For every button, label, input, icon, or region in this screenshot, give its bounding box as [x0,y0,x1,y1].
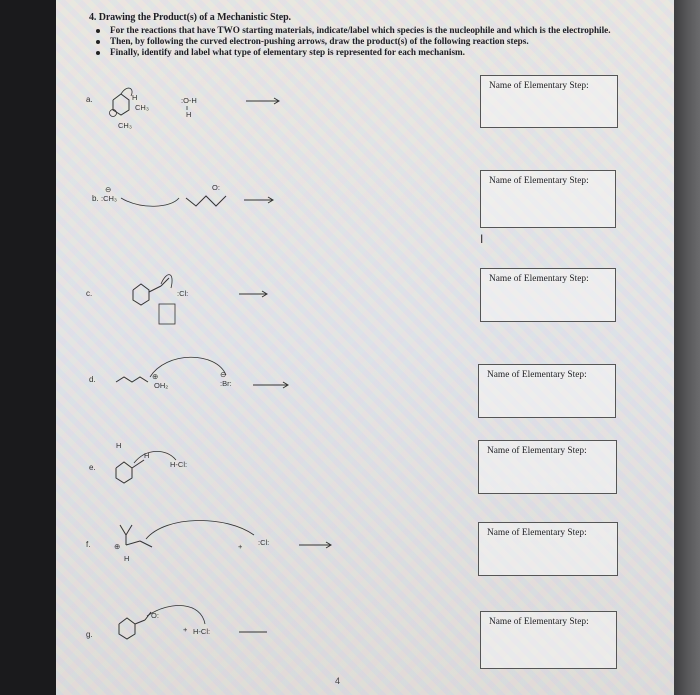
answer-box-title: Name of Elementary Step: [489,274,589,284]
answer-box-title: Name of Elementary Step: [487,528,587,538]
reaction-e-structures [106,438,306,498]
answer-box-title: Name of Elementary Step: [487,370,587,380]
atom-label: :Cl: [177,289,189,298]
reaction-f-structures [106,515,326,570]
atom-label: O: [151,611,159,620]
atom-label: H [186,110,192,119]
svg-text:O:: O: [212,183,220,192]
atom-label: OH₂ [154,381,169,390]
part-label-e: e. [89,463,96,472]
answer-box-title: Name of Elementary Step: [489,176,589,186]
part-label-d: d. [89,375,96,384]
answer-box-title: Name of Elementary Step: [487,446,587,456]
instruction-item: For the reactions that have TWO starting materials, indicate/label which species is the nucleophile and which is the electrophile. [90,25,630,36]
atom-label: H [124,554,130,563]
svg-text:⊖: ⊖ [220,370,227,379]
atom-label: CH₃ [135,103,149,112]
svg-text:+: + [238,542,243,551]
reaction-d-structures [116,355,316,405]
instruction-item: Finally, identify and label what type of elementary step is represented for each mechanism. [90,47,630,58]
part-label-b: b. [92,194,99,203]
atom-label: H-Cl: [193,627,211,636]
part-label-f: f. [86,540,91,549]
answer-box-f[interactable] [478,522,618,576]
answer-box-title: Name of Elementary Step: [489,617,589,627]
svg-text:⊕: ⊕ [152,372,159,381]
answer-box-e[interactable] [478,440,617,494]
part-label-c: c. [86,289,93,298]
question-header: 4. Drawing the Product(s) of a Mechanistic Step. [89,12,291,23]
atom-label: :Cl: [258,538,270,547]
svg-text:+: + [183,625,188,634]
reaction-a-structures [101,88,301,138]
answer-box-a[interactable] [480,75,618,128]
atom-label: CH₃ [118,121,132,130]
atom-label: :CH₃ [101,194,117,203]
instruction-item: Then, by following the curved electron-pushing arrows, draw the product(s) of the following reaction steps. [90,36,630,47]
page-number: 4 [335,676,341,686]
svg-text:⊕: ⊕ [114,542,121,551]
answer-box-d[interactable] [478,364,616,418]
reaction-b-structures [101,178,301,228]
atom-label: :Br: [220,379,232,388]
answer-box-c[interactable] [480,268,616,322]
part-label-a: a. [86,95,93,104]
svg-text:⊖: ⊖ [105,185,112,194]
background-margin [672,0,700,695]
atom-label: H [132,93,138,102]
worksheet-page [56,0,674,695]
instruction-list [90,25,630,58]
atom-label: H [144,451,150,460]
atom-label: H [116,441,122,450]
part-label-g: g. [86,630,93,639]
answer-box-b[interactable] [480,170,616,228]
answer-box-g[interactable] [480,611,617,669]
reaction-g-structures [111,606,281,651]
atom-label: :O-H [181,96,197,105]
reaction-c-structures [101,270,301,330]
answer-box-title: Name of Elementary Step: [489,81,589,91]
atom-label: H-Cl: [170,460,188,469]
text-cursor-icon: I [480,232,484,246]
